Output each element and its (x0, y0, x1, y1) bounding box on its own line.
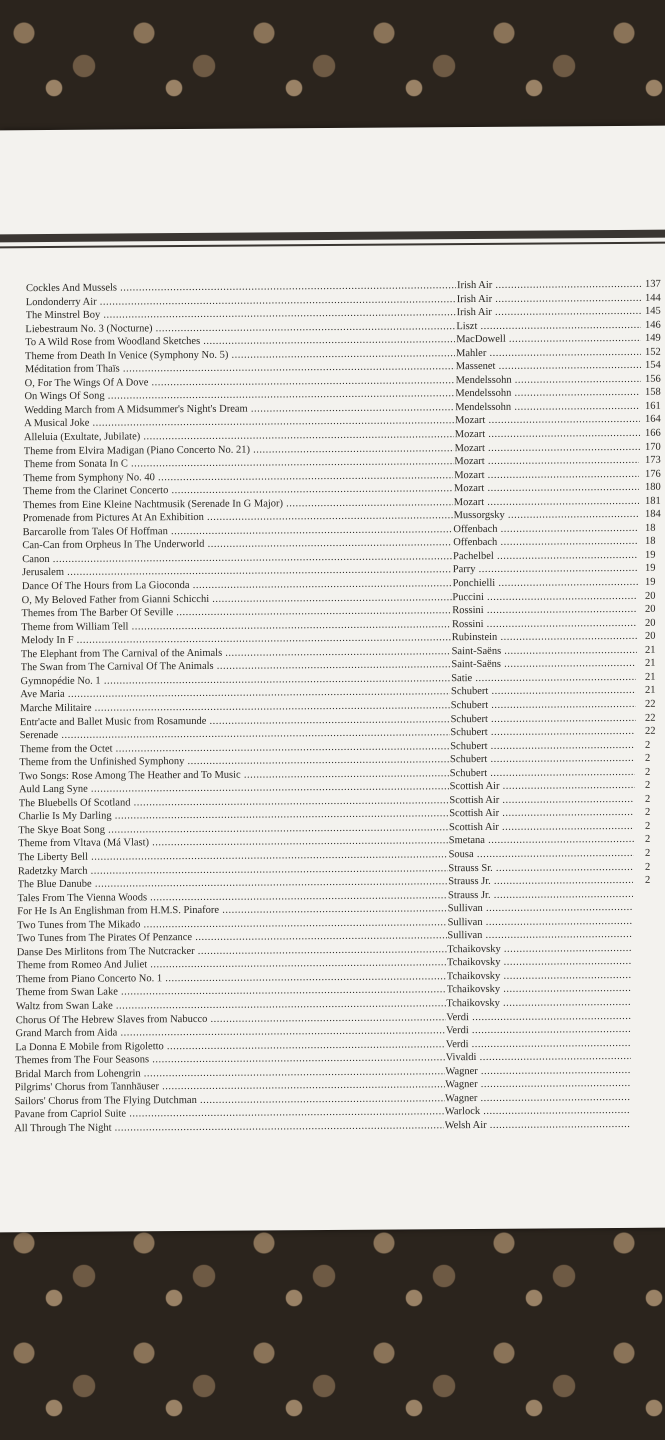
entry-title: Barcarolle from Tales Of Hoffman ..... (23, 524, 453, 538)
entry-composer: Tchaikovsky ..... (447, 983, 632, 995)
entry-page-number: 154 (645, 359, 661, 372)
entry-title: Theme from Sonata In C ..... (24, 456, 454, 470)
entry-page-number: 146 (645, 319, 661, 331)
entry-page-number: 22 (645, 725, 656, 737)
entry-title: O, My Beloved Father from Gianni Schicchi ..... (22, 592, 452, 606)
entry-composer: Verdi ..... (446, 1024, 631, 1036)
entry-title: Cockles And Mussels ..... (26, 280, 456, 294)
entry-page-number: 181 (645, 495, 661, 507)
entry-title: Waltz from Swan Lake ..... (16, 998, 446, 1012)
entry-title: Theme from Romeo And Juliet ..... (17, 958, 447, 972)
entry-composer: Schubert ..... (451, 699, 636, 711)
entry-title: Theme from the Unfinished Symphony ..... (19, 754, 449, 768)
entry-title: Theme from Piano Concerto No. 1 ..... (16, 971, 446, 985)
entry-title: The Liberty Bell ..... (18, 849, 448, 863)
header-rule-thick (0, 230, 665, 243)
entry-title: Pavane from Capriol Suite ..... (14, 1107, 444, 1121)
entry-composer: Tchaikovsky ..... (447, 943, 632, 955)
entry-title: Marche Militaire ..... (20, 700, 450, 714)
entry-page-number: 166 (645, 427, 661, 439)
entry-composer: Mahler ..... (456, 347, 641, 359)
entry-title: Entr'acte and Ballet Music from Rosamunde ..... (20, 714, 450, 728)
entry-title: Theme from Symphony No. 40 ..... (23, 470, 453, 484)
entry-title: Theme from the Clarinet Concerto ..... (23, 483, 453, 497)
entry-composer: Puccini ..... (452, 590, 637, 602)
entry-page-number: 158 (645, 387, 661, 399)
entry-composer: Sullivan ..... (448, 902, 633, 914)
entry-title: Melody In F ..... (21, 632, 451, 646)
entry-title: Theme from Elvira Madigan (Piano Concerto No. 21) ..... (24, 443, 454, 457)
entry-title: Tales From The Vienna Woods ..... (17, 890, 447, 904)
entry-composer: Smetana ..... (449, 834, 634, 846)
entry-page-number: 145 (645, 305, 661, 317)
entry-composer: Offenbach ..... (453, 536, 638, 548)
entry-title: Two Songs: Rose Among The Heather and To Music ..... (19, 768, 449, 782)
entry-title: Méditation from Thaïs ..... (25, 361, 455, 375)
entry-composer: Mozart ..... (455, 414, 640, 426)
entry-composer: Irish Air ..... (457, 306, 642, 318)
entry-title: Themes from Eine Kleine Nachtmusik (Serenade In G Major) ..... (23, 497, 453, 511)
entry-title: Serenade ..... (20, 727, 450, 741)
entry-composer: Strauss Jr. ..... (448, 889, 633, 901)
entry-page-number: 156 (645, 373, 661, 385)
entry-composer: Mozart ..... (454, 496, 639, 508)
entry-title: Ave Maria ..... (20, 687, 450, 701)
entry-title: Sailors' Chorus from The Flying Dutchman ..... (15, 1093, 445, 1107)
entry-page-number: 149 (645, 332, 661, 345)
entry-title: Radetzky March ..... (18, 863, 448, 877)
entry-composer: Massenet ..... (456, 360, 641, 372)
entry-composer: Strauss Sr. ..... (448, 861, 633, 873)
entry-composer: Saint-Saëns ..... (451, 658, 636, 670)
entry-composer: Pachelbel ..... (453, 550, 638, 562)
entry-composer: Vivaldi ..... (446, 1051, 631, 1063)
entry-composer: Verdi ..... (446, 1010, 631, 1022)
entry-page-number: 180 (645, 481, 661, 494)
entry-title: The Skye Boat Song ..... (18, 822, 448, 836)
entry-title: Theme from Vltava (Má Vlast) ..... (18, 836, 448, 850)
entry-title: Wedding March from A Midsummer's Night's Dream ..... (24, 402, 454, 416)
entry-composer: Sousa ..... (449, 848, 634, 860)
entry-page-number: 18 (645, 522, 656, 534)
entry-page-number: 21 (645, 671, 656, 683)
entry-title: Alleluia (Exultate, Jubilate) ..... (24, 429, 454, 443)
entry-title: Jerusalem ..... (22, 565, 452, 579)
entry-page-number: 2 (645, 847, 651, 859)
entry-title: Two Tunes from The Pirates Of Penzance ..... (17, 930, 447, 944)
entry-composer: Tchaikovsky ..... (447, 970, 632, 982)
entry-composer: Sullivan ..... (447, 929, 632, 941)
entry-composer: Rossini ..... (452, 604, 637, 616)
entry-title: The Bluebells Of Scotland ..... (19, 795, 449, 809)
entry-composer: Schubert ..... (451, 712, 636, 724)
entry-page-number: 137 (645, 278, 661, 290)
header-rule-thin (0, 242, 665, 249)
entry-page-number: 2 (645, 766, 651, 778)
entry-title: La Donna É Mobile from Rigoletto ..... (15, 1039, 445, 1053)
entry-composer: Warlock ..... (445, 1105, 630, 1117)
entry-composer: Scottish Air ..... (450, 780, 635, 792)
entry-composer: Wagner ..... (445, 1078, 630, 1090)
entry-composer: Strauss Jr. ..... (448, 875, 633, 887)
entry-page-number: 173 (645, 454, 661, 466)
entry-title: Theme from Death In Venice (Symphony No. 5) ..... (25, 348, 455, 362)
entry-page-number: 2 (645, 780, 651, 792)
entry-title: For He Is An Englishman from H.M.S. Pinafore ..... (17, 903, 447, 917)
entry-title: All Through The Night ..... (14, 1120, 444, 1134)
entry-title: Pilgrims' Chorus from Tannhäuser ..... (15, 1079, 445, 1093)
entry-page-number: 19 (645, 563, 656, 575)
entry-composer: Irish Air ..... (457, 279, 642, 291)
entry-composer: Mozart ..... (454, 469, 639, 481)
entry-composer: Mozart ..... (455, 428, 640, 440)
entry-page-number: 2 (645, 874, 651, 886)
entry-title: Grand March from Aida ..... (16, 1025, 446, 1039)
entry-composer: Scottish Air ..... (449, 794, 634, 806)
entry-composer: Satie ..... (451, 672, 636, 684)
entry-composer: Schubert ..... (451, 685, 636, 697)
entry-page-number: 161 (645, 400, 661, 412)
entry-composer: Welsh Air ..... (445, 1119, 630, 1131)
entry-page-number: 19 (645, 549, 656, 561)
entry-title: The Minstrel Boy ..... (26, 307, 456, 321)
entry-page-number: 22 (645, 712, 656, 724)
entry-title: Londonderry Air ..... (26, 294, 456, 308)
entry-composer: Offenbach ..... (453, 523, 638, 535)
entry-title: Dance Of The Hours from La Gioconda ..... (22, 578, 452, 592)
entry-title: The Blue Danube ..... (18, 876, 448, 890)
entry-composer: Mozart ..... (454, 455, 639, 467)
entry-composer: Liszt ..... (456, 319, 641, 331)
entry-page-number: 20 (645, 603, 656, 615)
entry-page-number: 21 (645, 658, 656, 670)
entry-title: Theme from William Tell ..... (21, 619, 451, 633)
entry-title: Gymnopédie No. 1 ..... (20, 673, 450, 687)
entry-composer: Mozart ..... (455, 441, 640, 453)
entry-composer: Irish Air ..... (457, 292, 642, 304)
contents-page (0, 126, 665, 1233)
entry-title: Chorus Of The Hebrew Slaves from Nabucco ..... (16, 1012, 446, 1026)
entry-composer: Schubert ..... (450, 767, 635, 779)
entry-title: Two Tunes from The Mikado ..... (17, 917, 447, 931)
entry-composer: Verdi ..... (446, 1038, 631, 1050)
entry-composer: Scottish Air ..... (449, 807, 634, 819)
entry-page-number: 2 (645, 752, 651, 764)
entry-title: Charlie Is My Darling ..... (19, 809, 449, 823)
entry-composer: Scottish Air ..... (449, 821, 634, 833)
entry-page-number: 176 (645, 468, 661, 480)
entry-title: The Elephant from The Carnival of the Animals ..... (21, 646, 451, 660)
entry-title: On Wings Of Song ..... (24, 389, 454, 403)
entry-page-number: 22 (645, 698, 656, 710)
entry-title: The Swan from The Carnival Of The Animals ..... (21, 659, 451, 673)
entry-composer: Schubert ..... (450, 753, 635, 765)
entry-composer: Mendelssohn ..... (455, 387, 640, 399)
entry-page-number: 18 (645, 536, 656, 548)
entry-title: Auld Lang Syne ..... (19, 781, 449, 795)
entry-composer: Wagner ..... (445, 1065, 630, 1077)
entry-page-number: 2 (645, 807, 651, 819)
entry-title: Can-Can from Orpheus In The Underworld ..... (22, 538, 452, 552)
entry-title: Theme from Swan Lake ..... (16, 985, 446, 999)
entry-composer: Schubert ..... (450, 739, 635, 751)
entry-title: Theme from the Octet ..... (20, 741, 450, 755)
entry-page-number: 21 (645, 685, 656, 697)
entry-page-number: 2 (645, 820, 651, 832)
entry-page-number: 152 (645, 346, 661, 358)
entry-title: O, For The Wings Of A Dove ..... (25, 375, 455, 389)
entry-composer: Tchaikovsky ..... (446, 997, 631, 1009)
entry-page-number: 144 (645, 292, 661, 304)
entry-composer: Mozart ..... (454, 482, 639, 494)
entry-page-number: 184 (645, 509, 661, 521)
entry-composer: Tchaikovsky ..... (447, 956, 632, 968)
entry-page-number: 2 (645, 793, 651, 805)
entry-page-number: 21 (645, 644, 656, 656)
entry-title: Bridal March from Lohengrin ..... (15, 1066, 445, 1080)
entry-page-number: 2 (645, 861, 651, 873)
entry-page-number: 20 (645, 630, 656, 643)
entry-title: Liebestraum No. 3 (Nocturne) ..... (25, 321, 455, 335)
entry-composer: Rubinstein ..... (452, 631, 637, 643)
entry-composer: Parry ..... (453, 563, 638, 575)
entry-page-number: 164 (645, 414, 661, 426)
entry-composer: Mendelssohn ..... (455, 401, 640, 413)
entry-page-number: 2 (645, 739, 651, 751)
contents-list (0, 279, 665, 1137)
entry-title: Canon ..... (22, 551, 452, 565)
entry-composer: Mendelssohn ..... (456, 374, 641, 386)
entry-composer: Schubert ..... (450, 726, 635, 738)
entry-page-number: 19 (645, 576, 656, 588)
entry-composer: Mussorgsky ..... (454, 509, 639, 521)
entry-title: Themes from The Barber Of Seville ..... (21, 605, 451, 619)
entry-title: Themes from The Four Seasons ..... (15, 1052, 445, 1066)
entry-composer: Ponchielli ..... (453, 577, 638, 589)
entry-title: A Musical Joke ..... (24, 416, 454, 430)
entry-composer: Saint-Saëns ..... (452, 645, 637, 657)
entry-page-number: 20 (645, 617, 656, 629)
entry-composer: MacDowell ..... (456, 333, 641, 345)
entry-composer: Sullivan ..... (448, 916, 633, 928)
entry-title: To A Wild Rose from Woodland Sketches ..... (25, 334, 455, 348)
entry-page-number: 170 (645, 441, 661, 453)
entry-composer: Rossini ..... (452, 618, 637, 630)
entry-title: Danse Des Mirlitons from The Nutcracker ..... (17, 944, 447, 958)
entry-composer: Wagner ..... (445, 1092, 630, 1104)
entry-page-number: 2 (645, 834, 651, 846)
entry-page-number: 20 (645, 590, 656, 602)
entry-title: Promenade from Pictures At An Exhibition ..... (23, 510, 453, 524)
